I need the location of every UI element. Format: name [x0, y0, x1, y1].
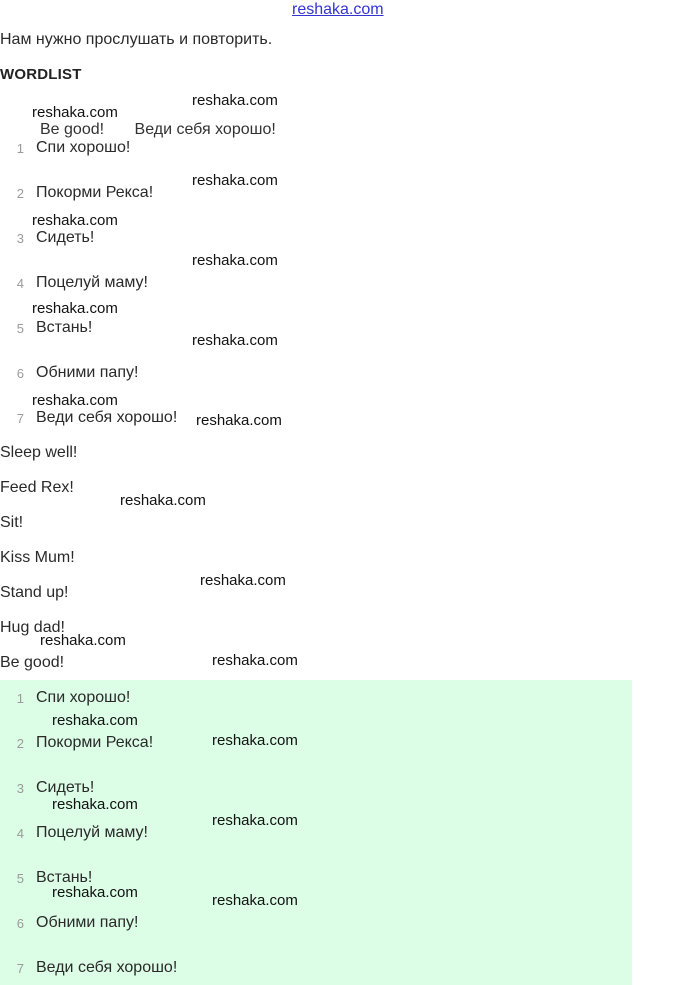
english-phrase: Kiss Mum! [0, 549, 75, 566]
item-number: 4 [16, 826, 24, 841]
item-text: Веди себя хорошо! [36, 409, 178, 426]
item-text: Сидеть! [36, 779, 95, 796]
site-header-link[interactable]: reshaka.com [292, 1, 384, 18]
instruction-text: Нам нужно прослушать и повторить. [0, 31, 273, 48]
item-text: Обними папу! [36, 914, 139, 931]
cut-off-russian: Веди себя хорошо! [134, 121, 276, 138]
item-number: 6 [16, 916, 24, 931]
wordlist-heading: WORDLIST [0, 66, 82, 83]
watermark-text: reshaka.com [52, 884, 138, 901]
watermark-text: reshaka.com [192, 172, 278, 189]
cut-off-english: Be good! [40, 121, 105, 138]
item-number: 4 [16, 276, 24, 291]
watermark-text: reshaka.com [32, 104, 118, 121]
watermark-text: reshaka.com [212, 652, 298, 669]
watermark-text: reshaka.com [32, 212, 118, 229]
watermark-text: reshaka.com [32, 300, 118, 317]
watermark-text: reshaka.com [40, 632, 126, 649]
watermark-text: reshaka.com [192, 92, 278, 109]
item-number: 7 [16, 961, 24, 976]
watermark-text: reshaka.com [52, 796, 138, 813]
item-number: 5 [16, 321, 24, 336]
item-number: 7 [16, 411, 24, 426]
watermark-text: reshaka.com [212, 732, 298, 749]
watermark-text: reshaka.com [192, 332, 278, 349]
english-phrase: Sleep well! [0, 444, 78, 461]
english-phrase: Stand up! [0, 584, 69, 601]
item-text: Поцелуй маму! [36, 274, 148, 291]
item-number: 6 [16, 366, 24, 381]
watermark-text: reshaka.com [192, 252, 278, 269]
item-number: 5 [16, 871, 24, 886]
item-text: Сидеть! [36, 229, 95, 246]
english-phrase: Hug dad! [0, 619, 65, 636]
item-text: Покорми Рекса! [36, 184, 154, 201]
item-text: Покорми Рекса! [36, 734, 154, 751]
english-phrase: Feed Rex! [0, 479, 74, 496]
watermark-text: reshaka.com [200, 572, 286, 589]
watermark-text: reshaka.com [212, 892, 298, 909]
watermark-text: reshaka.com [32, 392, 118, 409]
item-number: 3 [16, 781, 24, 796]
item-text: Встань! [36, 319, 93, 336]
item-text: Встань! [36, 869, 93, 886]
watermark-text: reshaka.com [196, 412, 282, 429]
watermark-text: reshaka.com [120, 492, 206, 509]
item-text: Спи хорошо! [36, 139, 131, 156]
item-text: Обними папу! [36, 364, 139, 381]
watermark-text: reshaka.com [212, 812, 298, 829]
item-text: Поцелуй маму! [36, 824, 148, 841]
item-number: 3 [16, 231, 24, 246]
english-phrase: Sit! [0, 514, 24, 531]
item-text: Спи хорошо! [36, 689, 131, 706]
watermark-text: reshaka.com [52, 712, 138, 729]
item-number: 1 [16, 691, 24, 706]
item-number: 2 [16, 736, 24, 751]
item-text: Веди себя хорошо! [36, 959, 178, 976]
english-phrase: Be good! [0, 654, 65, 671]
item-number: 2 [16, 186, 24, 201]
item-number: 1 [16, 141, 24, 156]
